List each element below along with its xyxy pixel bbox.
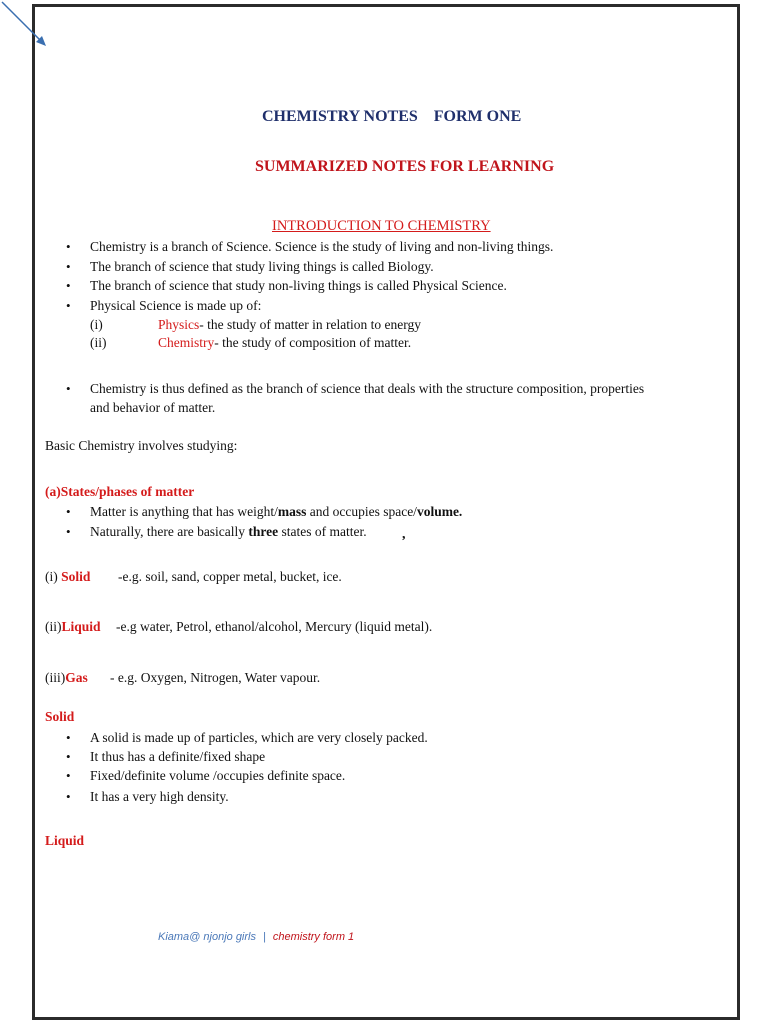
footer-left: Kiama@ njonjo girls — [158, 931, 256, 943]
term-desc: - the study of matter in relation to energy — [199, 317, 421, 332]
state-num: (ii) — [45, 619, 62, 634]
matter-text: Matter is anything that has weight/ — [90, 504, 278, 519]
state-solid-desc: -e.g. soil, sand, copper metal, bucket, ice. — [118, 569, 342, 584]
state-gas-desc: - e.g. Oxygen, Nitrogen, Water vapour. — [110, 670, 321, 685]
bullet-icon: • — [66, 524, 71, 539]
state-gas — [45, 670, 88, 686]
solid-bullet-4: It has a very high density. — [90, 789, 229, 804]
sub-item-physics — [158, 317, 421, 333]
three-term: three — [248, 524, 279, 539]
page-title: CHEMISTRY NOTES FORM ONE — [262, 108, 522, 125]
intro-bullet-4: Physical Science is made up of: — [90, 298, 262, 313]
bullet-icon: • — [66, 239, 71, 254]
page-subtitle: SUMMARIZED NOTES FOR LEARNING — [255, 158, 555, 175]
solid-bullet-3: Fixed/definite volume /occupies definite space. — [90, 768, 346, 783]
definition-line-1: Chemistry is thus defined as the branch of science that deals with the structure composition, properties — [90, 381, 645, 396]
bullet-icon: • — [66, 749, 71, 764]
state-gas-term: Gas — [65, 670, 88, 685]
matter-text-2: and occupies space/ — [306, 504, 417, 519]
three-states — [90, 524, 367, 540]
state-num: (iii) — [45, 670, 66, 685]
intro-bullet-1: Chemistry is a branch of Science. Science is the study of living and non-living things. — [90, 239, 554, 254]
section-heading: INTRODUCTION TO CHEMISTRY — [272, 218, 491, 234]
footer-right: chemistry form 1 — [272, 931, 355, 943]
intro-bullet-3: The branch of science that study non-living things is called Physical Science. — [90, 278, 507, 293]
bullet-icon: • — [66, 381, 71, 396]
bullet-icon: • — [66, 259, 71, 274]
term-physics: Physics — [158, 317, 200, 332]
state-num: (i) — [45, 569, 62, 584]
basic-chemistry-text: Basic Chemistry involves studying: — [45, 438, 238, 453]
bullet-icon: • — [66, 730, 71, 745]
solid-bullet-1: A solid is made up of particles, which are very closely packed. — [90, 730, 428, 745]
sub-item-number: (ii) — [90, 335, 107, 350]
term-desc: - the study of composition of matter. — [214, 335, 412, 350]
bullet-icon: • — [66, 768, 71, 783]
solid-bullet-2: It thus has a definite/fixed shape — [90, 749, 266, 764]
state-solid — [45, 569, 90, 585]
sub-item-chemistry — [158, 335, 411, 351]
mass-term: mass — [277, 504, 307, 519]
volume-term: volume. — [416, 504, 463, 519]
definition-line-2: and behavior of matter. — [90, 400, 216, 415]
arrow-icon — [0, 0, 60, 60]
comma-mark: , — [402, 527, 406, 542]
state-liquid-term: Liquid — [61, 619, 101, 634]
footer-separator: | — [263, 931, 266, 943]
bullet-icon: • — [66, 504, 71, 519]
matter-definition — [90, 504, 462, 520]
intro-bullet-2: The branch of science that study living things is called Biology. — [90, 259, 434, 274]
state-liquid — [45, 619, 101, 635]
bullet-icon: • — [66, 298, 71, 313]
bullet-icon: • — [66, 278, 71, 293]
state-solid-term: Solid — [61, 569, 91, 584]
sub-item-number: (i) — [90, 317, 103, 332]
term-chemistry: Chemistry — [158, 335, 215, 350]
bullet-icon: • — [66, 789, 71, 804]
states-heading: (a)States/phases of matter — [45, 484, 195, 499]
state-liquid-desc: -e.g water, Petrol, ethanol/alcohol, Mercury (liquid metal). — [116, 619, 433, 634]
solid-heading: Solid — [45, 709, 75, 724]
liquid-heading: Liquid — [45, 833, 85, 848]
footer — [158, 931, 354, 943]
three-states-text-2: states of matter. — [278, 524, 367, 539]
three-states-text: Naturally, there are basically — [90, 524, 249, 539]
